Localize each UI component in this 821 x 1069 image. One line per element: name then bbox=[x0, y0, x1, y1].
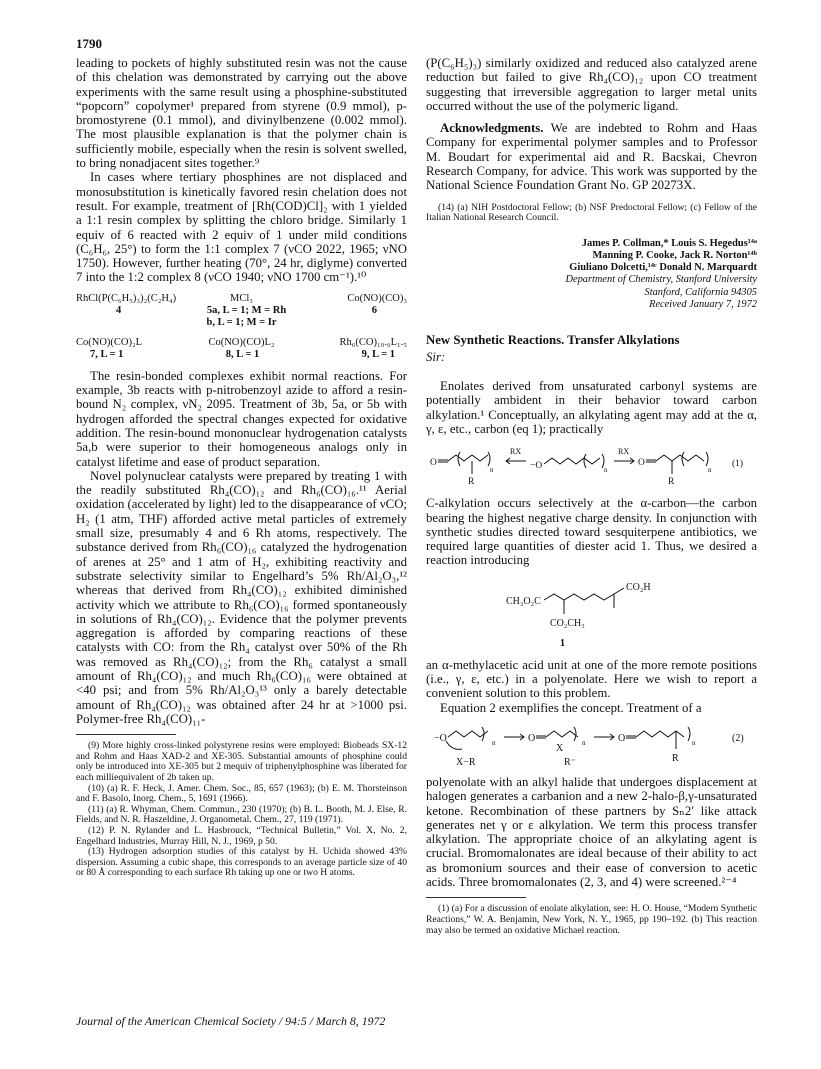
compound-formula: Co(NO)(CO)₃ bbox=[347, 292, 407, 304]
svg-text:O: O bbox=[430, 458, 437, 469]
footnote: (13) Hydrogen adsorption studies of this catalyst by H. Uchida showed 43% dispersion. Assuming a cubic shape, this corresponds to an average particle size of 40 or 80 Å corresponding to each surface Rh taking up one or two H atoms. bbox=[76, 846, 407, 879]
svg-text:−O: −O bbox=[530, 461, 543, 472]
page-number: 1790 bbox=[76, 36, 102, 51]
author-line: Manning P. Cooke, Jack R. Norton¹⁴ᵇ bbox=[592, 250, 757, 262]
left-column bbox=[76, 56, 407, 879]
paragraph: Enolates derived from unsaturated carbonyl systems are potentially ambident in their behavior toward carbon alkylation.¹ Conceptually, an alkylating agent may add at the α, γ, ε, etc., carbon (eq 1); practically bbox=[426, 379, 757, 436]
svg-text:RX: RX bbox=[510, 447, 522, 457]
paragraph: In cases where tertiary phosphines are not displaced and monosubstitution is kinetically favored resin chelation does not result. For example, treatment of [Rh(COD)Cl]₂ with 1 yielded a 1:1 resin complex by splitting the chloro bridge. Similarly 1 equiv of 6 reacted with 2 equiv of 1 under mild conditions (C₆H₆, 25°) to form the 1:1 complex 7 (νCO 2022, 1965; νNO 1750). However, further heating (70°, 24 hr, diglyme) converted 7 into the 1:2 complex 8 (νCO 1940; νNO 1700 cm⁻¹).¹⁰ bbox=[76, 170, 407, 285]
received-date: Received January 7, 1972 bbox=[649, 298, 757, 310]
compound-table bbox=[76, 293, 407, 361]
compound-formula: Rh₆(CO)₁₀.₆L₁.₅ bbox=[339, 336, 407, 348]
author-block bbox=[426, 238, 757, 311]
svg-text:RX: RX bbox=[618, 447, 630, 457]
paragraph: Equation 2 exemplifies the concept. Treatment of a bbox=[440, 700, 702, 715]
acknowledgments-body: We are indebted to Rohm and Haas Company for experimental polymer samples and to Professor M. Boudart for experimental aid and R. Bacskai, Chevron Research Company, for advice. This work was supported by the National Science Foundation Grant No. GP 20273X. bbox=[426, 121, 757, 193]
svg-text:n: n bbox=[582, 738, 586, 747]
svg-text:X−R: X−R bbox=[456, 756, 476, 768]
paragraph: Novel polynuclear catalysts were prepared by treating 1 with the readily substituted Rh₄(CO)₁₂ and Rh₆(CO)₁₆.¹¹ Aerial oxidation (accelerated by light) led to the disappearance of νCO; H₂ (1 atm, THF) afforded active metal particles of extremely small size, presumably 4 and 6 Rh atoms, respectively. The substance derived from Rh₆(CO)₁₆ catalyzed the hydrogenation of arenes at 25° and 1 atm of H₂, exhibiting reactivity and substrate selectivity similar to Engelhard’s 5% Rh/Al₂O₃,¹² whereas that derived from Rh₄(CO)₁₂ exhibited diminished activity which we attribute to Rh₆(CO)₁₆ formed spontaneously in solutions of Rh₄(CO)₁₂. Evidence that the polymer prevents aggregation is afforded by comparing reactions of these catalysts with CO: from the Rh₄ catalyst over 50% of the Rh was removed as Rh₄(CO)₁₂; from the Rh₆ catalyst a small amount of Rh₄(CO)₁₂ and much Rh₆(CO)₁₆ were obtained at <40 psi; and from 5% Rh/Al₂O₃¹³ only a barely detectable amount of Rh₄(CO)₁₂ was obtained after 24 hr at >1000 psi. Polymer-free Rh₄(CO)₁₁- bbox=[76, 468, 407, 726]
acknowledgments-heading: Acknowledgments. bbox=[440, 121, 544, 136]
svg-text:R: R bbox=[668, 477, 675, 488]
paragraph: C-alkylation occurs selectively at the α-carbon—the carbon bearing the highest negative charge density. In conjunction with synthetic studies directed toward sesquiterpene antibiotics, we required large quantities of diester acid 1. Thus, we desired a reaction introducing bbox=[426, 496, 757, 568]
svg-text:O: O bbox=[528, 732, 536, 744]
paragraph: (P(C₆H₅)₃) similarly oxidized and reduced also catalyzed arene reduction but failed to give Rh₄(CO)₁₂ upon CO treatment suggesting that irreversible aggregation to larger metal units occurred without the use of the polymeric ligand. bbox=[426, 56, 757, 113]
article-title: New Synthetic Reactions. Transfer Alkylations bbox=[426, 333, 680, 348]
footnote: (10) (a) R. F. Heck, J. Amer. Chem. Soc., 85, 657 (1963); (b) E. M. Thorsteinson and F. Basolo, Inorg. Chem., 5, 1691 (1966). bbox=[76, 782, 407, 805]
structure-1-drawing bbox=[426, 574, 757, 652]
svg-text:n: n bbox=[708, 466, 712, 475]
acknowledgments bbox=[426, 121, 757, 192]
paragraph: The resin-bonded complexes exhibit normal reactions. For example, 3b reacts with p-nitrobenzoyl azide to afford a resin-bound N₂ complex, νN₂ 2095. Treatment of 3b, 5a, or 5b with hydrogen afforded the spectral changes expected for oxidative addition. The resin-bound mononuclear hydrogenation catalysts 5a,b were superior to their homogeneous analogs only in catalyst lifetime and ease of product separation. bbox=[76, 368, 407, 469]
equation-2-label: (2) bbox=[732, 732, 744, 744]
svg-text:R⁻: R⁻ bbox=[564, 756, 576, 768]
equation-1 bbox=[426, 440, 757, 492]
structure-1-number: 1 bbox=[560, 637, 565, 649]
svg-text:R: R bbox=[672, 752, 679, 764]
svg-text:O: O bbox=[618, 732, 626, 744]
structure-1 bbox=[426, 574, 757, 652]
svg-text:R: R bbox=[468, 477, 475, 488]
affiliation: Stanford, California 94305 bbox=[644, 286, 757, 298]
author-line: James P. Collman,* Louis S. Hegedus¹⁴ᵃ bbox=[581, 237, 757, 249]
paragraph: polyenolate with an alkyl halide that undergoes displacement at halogen generates a carbanion and a new 2-halo-β,γ-unsaturated ketone. Recombination of these partners by Sₙ2′ like attack generates net γ or ε alkylation. We term this process transfer alkylation. The appropriate choice of an alkylating agent is crucial. Bromomalonates are ideal because of their ability to act as bromonium sources and their ease of conversion to acetic acids. Three bromomalonates (2, 3, and 4) were screened.²⁻⁴ bbox=[426, 774, 757, 890]
equation-2-scheme bbox=[426, 719, 757, 771]
svg-text:O: O bbox=[638, 458, 645, 469]
affiliation: Department of Chemistry, Stanford University bbox=[565, 274, 757, 286]
equation-2 bbox=[426, 719, 757, 771]
compound-formula: Co(NO)(CO)L₂ bbox=[208, 336, 275, 348]
equation-1-label: (1) bbox=[732, 459, 744, 470]
compound-number: 4 bbox=[116, 304, 122, 316]
compound-number: 6 bbox=[371, 304, 377, 316]
right-column bbox=[426, 56, 757, 936]
svg-text:X: X bbox=[556, 742, 564, 754]
footnote: (12) P. N. Rylander and L. Hasbrouck, “Technical Bulletin,” Vol. X, No. 2, Engelhard Industries, Murray Hill, N. J., 1969, p 50. bbox=[76, 824, 407, 847]
author-line: Giuliano Dolcetti,¹⁴ᶜ Donald N. Marquardt bbox=[569, 262, 757, 274]
svg-text:−O: −O bbox=[434, 732, 447, 744]
svg-text:n: n bbox=[604, 466, 608, 475]
structure-1-right-label: CO₂H bbox=[626, 581, 651, 593]
footnote: (11) (a) R. Whyman, Chem. Commun., 230 (1970); (b) B. L. Booth, M. J. Else, R. Fields, and N. R. Haszeldine, J. Organometal. Chem., 27, 119 (1971). bbox=[76, 803, 407, 826]
compound-number: 7, L = 1 bbox=[90, 348, 124, 360]
compound-number: 8, L = 1 bbox=[225, 348, 260, 360]
footnote-divider bbox=[426, 897, 526, 898]
paragraph: leading to pockets of highly substituted resin was not the cause of this chelation was demonstrated by carrying out the above experiments with the same result using a phosphine-substituted “popcorn” copolymer¹ prepared from styrene (0.9 mmol), p-bromostyrene (0.1 mmol), and divinylbenzene (0.002 mmol). The most plausible explanation is that the polymer chain is sufficiently mobile, especially when the resin is solvent swelled, to bring nonadjacent sites together.⁹ bbox=[76, 56, 407, 171]
compound-number: 9, L = 1 bbox=[361, 348, 396, 360]
compound-formula: RhCl(P(C₆H₅)₃)₂(C₂H₄) bbox=[76, 292, 177, 304]
svg-text:n: n bbox=[490, 466, 494, 475]
structure-1-bottom-label: CO₂CH₃ bbox=[550, 617, 585, 629]
salutation: Sir: bbox=[426, 350, 446, 365]
compound-formula: Co(NO)(CO)₂L bbox=[76, 336, 143, 348]
svg-text:n: n bbox=[692, 738, 696, 747]
footnote: (14) (a) NIH Postdoctoral Fellow; (b) NSF Predoctoral Fellow; (c) Fellow of the Italian National Research Council. bbox=[426, 201, 757, 224]
footnote-divider bbox=[76, 734, 176, 735]
structure-1-left-label: CH₃O₂C bbox=[506, 595, 541, 607]
compound-number: b, L = 1; M = Ir bbox=[206, 316, 277, 328]
paragraph: an α-methylacetic acid unit at one of the more remote positions (i.e., γ, ε, etc.) in a polyenolate. Here we wish to report a convenient solution to this problem. bbox=[426, 657, 757, 701]
journal-footer: Journal of the American Chemical Society / 94:5 / March 8, 1972 bbox=[76, 1014, 386, 1028]
footnote: (9) More highly cross-linked polystyrene resins were employed: Biobeads SX-12 and Rohm and Haas XAD-2 and XE-305. Substantial amounts of phosphine could only be introduced into XE-305 but 2 mequiv of triphenylphosphine was liberated for each milliequivalent of 2b taken up. bbox=[76, 740, 407, 783]
compound-formula: MCl₃ bbox=[230, 292, 253, 304]
equation-1-scheme bbox=[426, 440, 757, 492]
compound-number: 5a, L = 1; M = Rh bbox=[206, 304, 287, 316]
svg-text:n: n bbox=[492, 738, 496, 747]
footnote: (1) (a) For a discussion of enolate alkylation, see: H. O. House, “Modern Synthetic Reactions,” W. A. Benjamin, New York, N. Y., 1965, pp 190–192. (b) This reaction may also be termed an oxidative Michael reaction. bbox=[426, 903, 757, 936]
